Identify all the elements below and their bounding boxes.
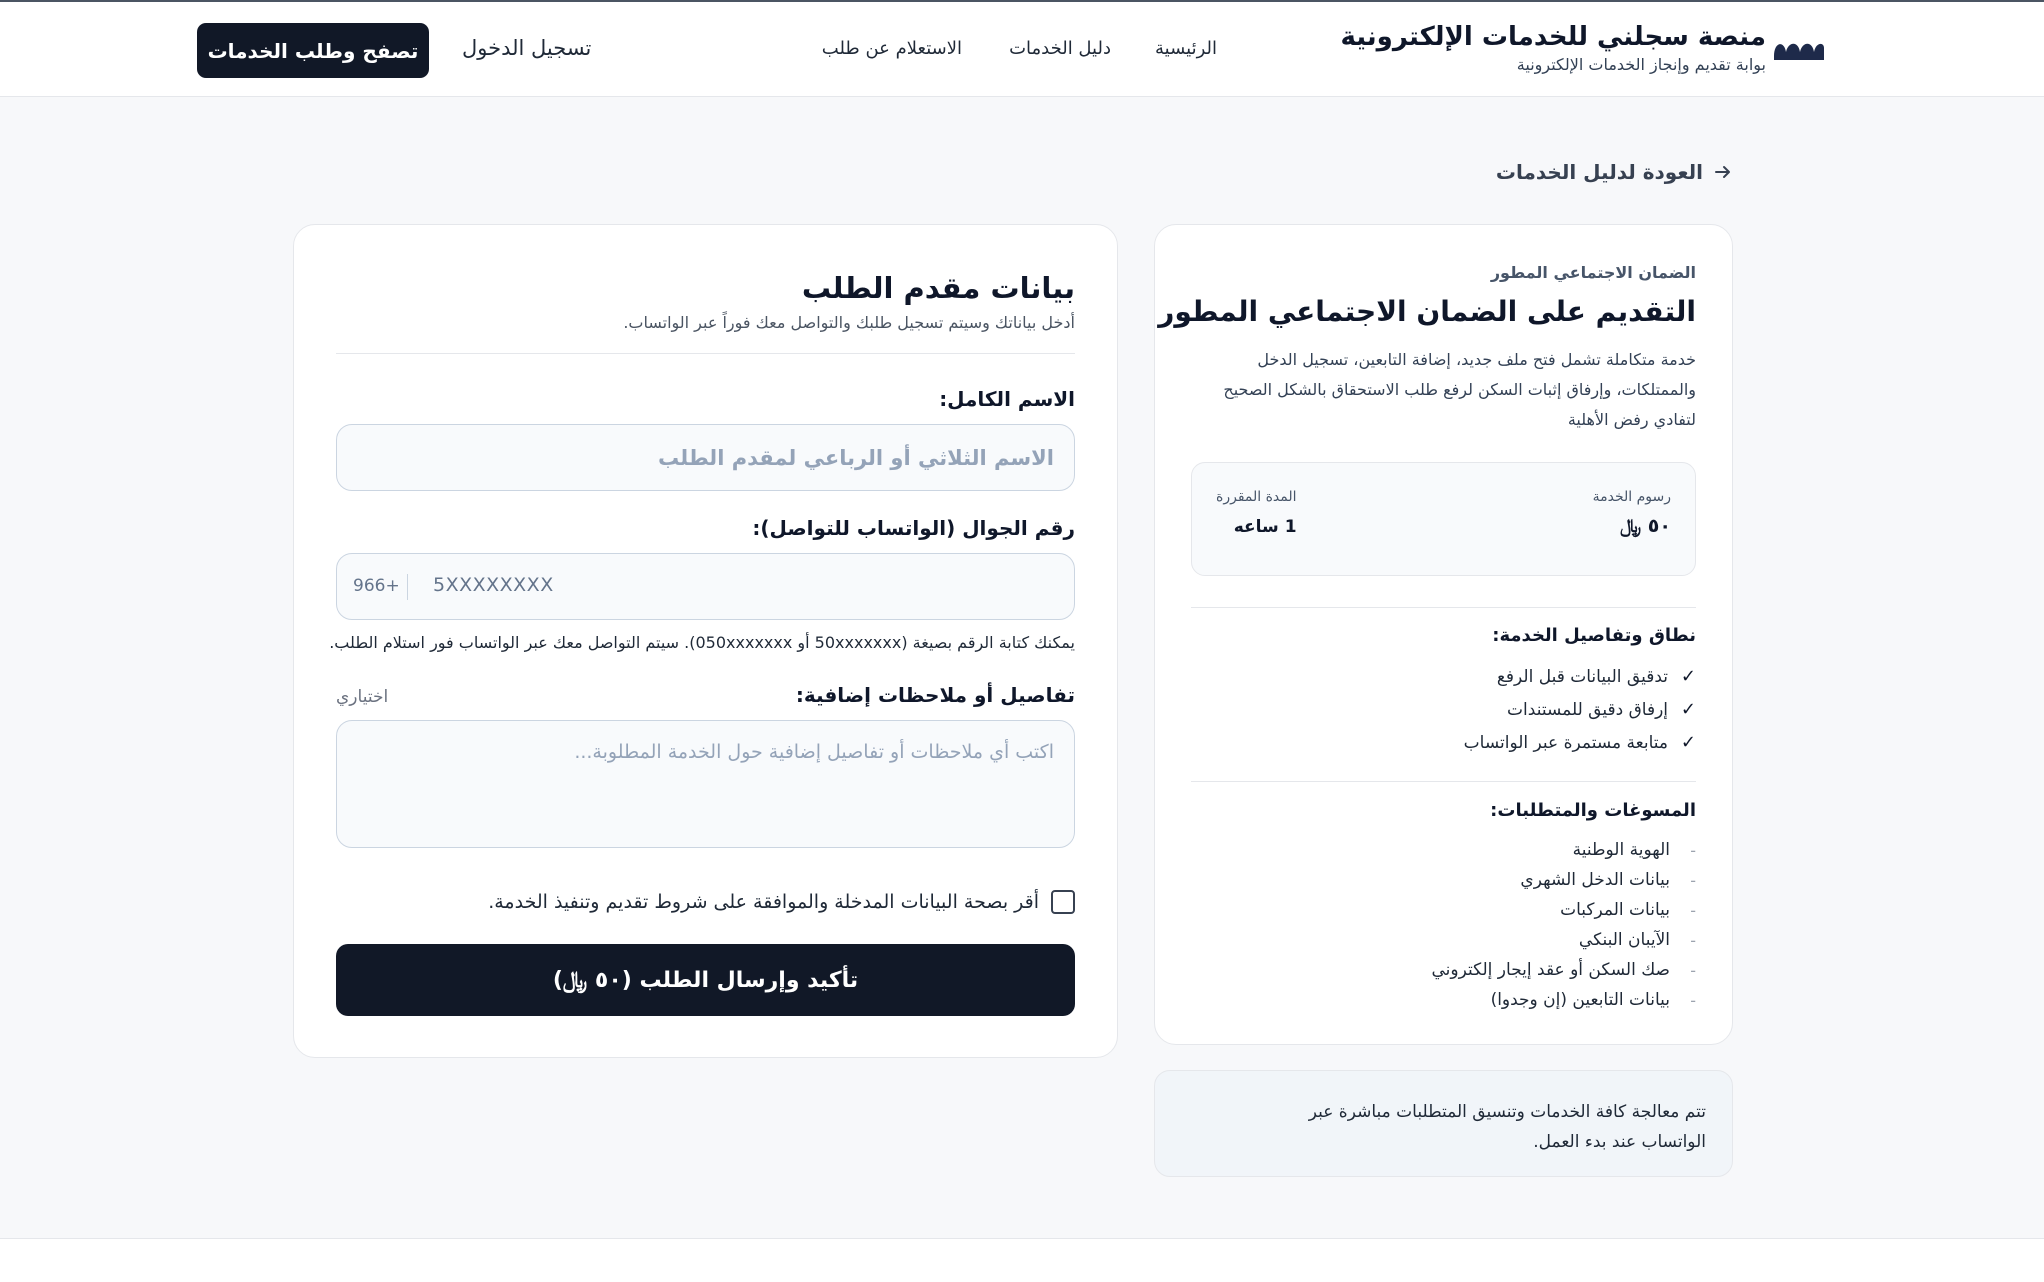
list-item [1431,985,1696,1015]
submit-request-button[interactable]: تأكيد وإرسال الطلب (٥٠ ﷼) [336,944,1075,1016]
requirement-label: الآيبان البنكي [1578,930,1670,950]
fees-label: رسوم الخدمة [1592,489,1671,505]
fees-value: ٥٠ ﷼ [1620,515,1671,537]
requirement-label: بيانات التابعين (إن وجدوا) [1490,990,1670,1010]
phone-input[interactable] [336,553,1075,620]
notes-label: تفاصيل أو ملاحظات إضافية: [795,683,1075,707]
arrow-right-icon [1713,162,1733,182]
scope-item-label: متابعة مستمرة عبر الواتساب [1463,732,1668,753]
nav-services-guide-link[interactable]: دليل الخدمات [1009,38,1111,59]
list-item [1431,925,1696,955]
divider [1191,607,1696,608]
list-item [1431,835,1696,865]
dash-bullet: - [1690,870,1696,890]
back-to-guide-link[interactable] [1496,160,1733,184]
waves-logo-icon[interactable] [1770,34,1826,64]
checkmark-icon: ✓ [1680,732,1696,753]
fees-duration-box [1191,462,1696,576]
service-fees [1593,489,1671,537]
site-header [0,2,2044,97]
notes-textarea[interactable] [336,720,1075,848]
dash-bullet: - [1690,990,1696,1010]
requirements-list [1431,835,1696,1015]
divider [336,353,1075,354]
optional-badge: اختياري [336,687,389,707]
scope-title: نطاق وتفاصيل الخدمة: [1492,625,1696,646]
consent-row [488,890,1075,914]
login-link[interactable]: تسجيل الدخول [462,36,592,60]
notes-placeholder: اكتب أي ملاحظات أو تفاصيل إضافية حول الخدمة المطلوبة... [574,741,1054,763]
checkmark-icon: ✓ [1680,666,1696,687]
requirement-label: الهوية الوطنية [1572,840,1670,860]
duration-value: 1 ساعه [1233,517,1297,537]
full-name-input[interactable] [336,424,1075,491]
requirement-label: بيانات المركبات [1560,900,1670,920]
brand-title: منصة سجلني للخدمات الإلكترونية [1340,22,1766,52]
list-item [1464,726,1696,759]
service-category: الضمان الاجتماعي المطور [1490,263,1696,282]
list-item [1464,693,1696,726]
note-text: تتم معالجة كافة الخدمات وتنسيق المتطلبات مباشرة عبر الواتساب عند بدء العمل. [1308,1102,1706,1152]
brand [1341,22,1766,74]
scope-item-label: تدقيق البيانات قبل الرفع [1496,666,1668,687]
nav-request-inquiry-link[interactable]: الاستعلام عن طلب [821,38,962,59]
dash-bullet: - [1690,900,1696,920]
consent-checkbox[interactable] [1051,890,1075,914]
country-code: 966+ [353,576,400,596]
form-title: بيانات مقدم الطلب [801,271,1075,305]
back-link-label: العودة لدليل الخدمات [1495,160,1703,184]
service-description: خدمة متكاملة تشمل فتح ملف جديد، إضافة التابعين، تسجيل الدخل والممتلكات، وإرفاق إثبات السكن لرفع طلب الاستحقاق بالشكل الصحيح لتفادي رفض الأهلية [1223,350,1696,429]
requirement-label: صك السكن أو عقد إيجار إلكتروني [1431,960,1670,980]
nav-home-link[interactable]: الرئيسية [1155,38,1217,59]
whatsapp-note [1154,1070,1733,1177]
dash-bullet: - [1690,840,1696,860]
list-item [1431,895,1696,925]
dash-bullet: - [1690,960,1696,980]
applicant-form-card [293,224,1118,1058]
dash-bullet: - [1690,930,1696,950]
scope-item-label: إرفاق دقيق للمستندات [1507,699,1668,720]
requirements-title: المسوغات والمتطلبات: [1490,800,1696,821]
phone-placeholder: 5XXXXXXXX [433,574,554,596]
requirement-label: بيانات الدخل الشهري [1520,870,1670,890]
full-name-placeholder: الاسم الثلاثي أو الرباعي لمقدم الطلب [658,445,1054,470]
scope-list [1464,660,1696,759]
list-item [1464,660,1696,693]
list-item [1431,955,1696,985]
full-name-label: الاسم الكامل: [939,387,1075,411]
service-details-card [1154,224,1733,1045]
consent-label[interactable]: أقر بصحة البيانات المدخلة والموافقة على شروط تقديم وتنفيذ الخدمة. [488,891,1039,913]
service-title: التقديم على الضمان الاجتماعي المطور [1158,295,1696,328]
service-duration [1216,489,1297,537]
brand-subtitle: بوابة تقديم وإنجاز الخدمات الإلكترونية [1516,55,1766,74]
footer [0,1239,2044,1282]
phone-label: رقم الجوال (الواتساب للتواصل): [752,516,1075,540]
duration-label: المدة المقررة [1216,489,1297,505]
divider [1191,781,1696,782]
divider [407,574,408,600]
phone-hint: يمكنك كتابة الرقم بصيغة (50xxxxxxx أو 050xxxxxxx). سيتم التواصل معك عبر الواتساب فور استلام الطلب. [329,633,1075,652]
checkmark-icon: ✓ [1680,699,1696,720]
form-subtitle: أدخل بياناتك وسيتم تسجيل طلبك والتواصل معك فوراً عبر الواتساب. [623,313,1075,332]
browse-services-button[interactable]: تصفح وطلب الخدمات [197,23,429,78]
list-item [1431,865,1696,895]
